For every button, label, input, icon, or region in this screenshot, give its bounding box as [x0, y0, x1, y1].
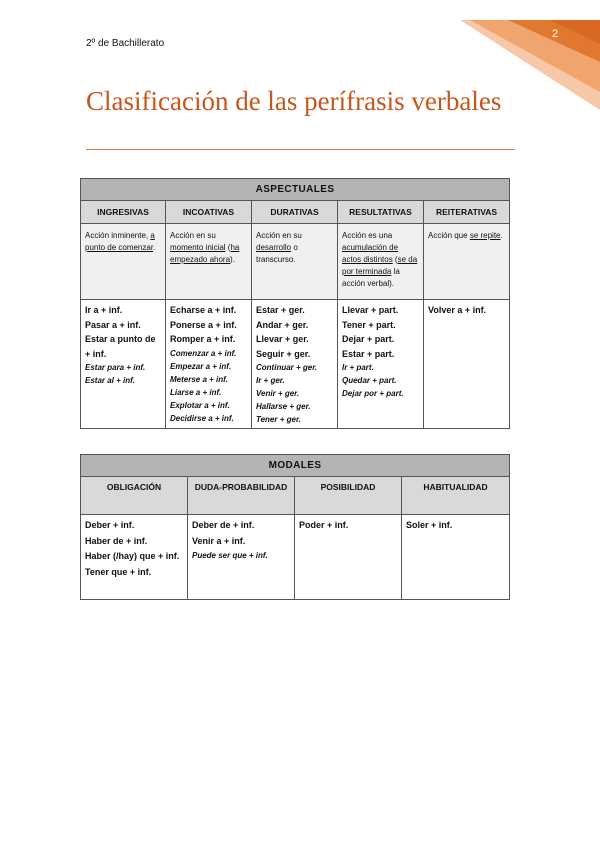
- example-periphrasis: Haber de + inf.: [85, 535, 148, 546]
- category-ingresivas: INGRESIVAS: [81, 201, 166, 224]
- example-periphrasis: Dejar + part.: [342, 334, 395, 344]
- example-periphrasis: Estar + part.: [342, 348, 395, 359]
- example-periphrasis: Liarse a + inf.: [170, 387, 222, 397]
- category-duda-probabilidad: DUDA-PROBABILIDAD: [188, 477, 295, 515]
- definition-durativas: [252, 224, 338, 300]
- example-periphrasis: Venir + ger.: [256, 389, 300, 398]
- examples-durativas: [252, 300, 338, 429]
- definition-key-phrase: se da por terminada: [342, 255, 418, 276]
- example-periphrasis: Pasar a + inf.: [85, 319, 141, 330]
- example-periphrasis: Llevar + part.: [342, 305, 399, 315]
- example-periphrasis: Decidirse a + inf.: [170, 413, 234, 423]
- example-periphrasis: Volver a + inf.: [428, 305, 487, 315]
- category-incoativas: INCOATIVAS: [166, 201, 252, 224]
- example-periphrasis: Seguir + ger.: [256, 348, 311, 359]
- examples-habitualidad: [402, 515, 510, 600]
- example-periphrasis: Haber (/hay) que + inf.: [85, 551, 180, 561]
- examples-reiterativas: [424, 300, 510, 429]
- definition-text: Acción en su: [170, 231, 216, 240]
- example-periphrasis: Explotar a + inf.: [170, 400, 230, 410]
- page-title: Clasificación de las perífrasis verbales: [86, 86, 502, 116]
- definition-key-phrase: acumulación de actos distintos: [342, 243, 399, 264]
- example-periphrasis: Soler + inf.: [406, 520, 453, 530]
- definition-text: .: [500, 231, 503, 240]
- examples-obligacion: [81, 515, 188, 600]
- aspectuales-heading: ASPECTUALES: [81, 179, 510, 201]
- example-periphrasis: Comenzar a + inf.: [170, 348, 237, 358]
- category-obligacion: OBLIGACIÓN: [81, 477, 188, 515]
- modales-table: [80, 454, 510, 600]
- page-number: 2: [552, 28, 559, 40]
- title-rule: [86, 149, 515, 150]
- example-periphrasis: Llevar + ger.: [256, 334, 309, 344]
- example-periphrasis: Echarse a + inf.: [170, 305, 237, 315]
- example-periphrasis: Ir a + inf.: [85, 305, 123, 315]
- example-periphrasis: Andar + ger.: [256, 319, 309, 330]
- definition-text: (: [225, 243, 231, 252]
- example-periphrasis: Poder + inf.: [299, 520, 349, 530]
- example-periphrasis: Tener + ger.: [256, 415, 301, 424]
- category-reiterativas: REITERATIVAS: [424, 201, 510, 224]
- category-posibilidad: POSIBILIDAD: [295, 477, 402, 515]
- definition-key-phrase: se repite: [469, 231, 501, 240]
- example-periphrasis: Deber + inf.: [85, 520, 135, 530]
- examples-posibilidad: [295, 515, 402, 600]
- example-periphrasis: Estar a punto de + inf.: [85, 334, 156, 359]
- example-periphrasis: Ir + part.: [342, 363, 374, 372]
- examples-duda-probabilidad: [188, 515, 295, 600]
- modales-heading: MODALES: [81, 455, 510, 477]
- examples-incoativas: [166, 300, 252, 429]
- example-periphrasis: Hallarse + ger.: [256, 402, 311, 411]
- category-resultativas: RESULTATIVAS: [338, 201, 424, 224]
- example-periphrasis: Ir + ger.: [256, 376, 285, 385]
- example-periphrasis: Estar + ger.: [256, 305, 305, 315]
- definition-text: ).: [230, 255, 235, 264]
- definition-reiterativas: [424, 224, 510, 300]
- example-periphrasis: Meterse a + inf.: [170, 374, 229, 384]
- example-periphrasis: Empezar a + inf.: [170, 361, 232, 371]
- example-periphrasis: Quedar + part.: [342, 376, 397, 385]
- definition-ingresivas: [81, 224, 166, 300]
- definition-key-phrase: a punto de comenzar: [85, 231, 155, 252]
- example-periphrasis: Dejar por + part.: [342, 389, 404, 398]
- example-periphrasis: Estar para + inf.: [85, 363, 146, 372]
- definition-key-phrase: ha empezado ahora: [170, 243, 240, 264]
- definition-key-phrase: momento inicial: [170, 243, 226, 252]
- course-label: 2º de Bachillerato: [86, 38, 165, 49]
- example-periphrasis: Romper a + inf.: [170, 334, 236, 344]
- definition-text: (: [392, 255, 398, 264]
- definition-incoativas: [166, 224, 252, 300]
- definition-text: Acción en su: [256, 231, 302, 240]
- definition-text: Acción inminente,: [85, 231, 151, 240]
- category-habitualidad: HABITUALIDAD: [402, 477, 510, 515]
- definition-text: o transcurso.: [256, 243, 298, 264]
- example-periphrasis: Venir a + inf.: [192, 535, 246, 546]
- category-durativas: DURATIVAS: [252, 201, 338, 224]
- aspectuales-table: [80, 178, 510, 429]
- example-periphrasis: Tener + part.: [342, 319, 396, 330]
- definition-resultativas: [338, 224, 424, 300]
- example-periphrasis: Estar al + inf.: [85, 376, 136, 385]
- example-periphrasis: Puede ser que + inf.: [192, 551, 268, 560]
- example-periphrasis: Continuar + ger.: [256, 363, 318, 372]
- definition-key-phrase: desarrollo: [256, 243, 292, 252]
- definition-text: Acción que: [428, 231, 470, 240]
- example-periphrasis: Ponerse a + inf.: [170, 319, 237, 330]
- examples-ingresivas: [81, 300, 166, 429]
- definition-text: .: [153, 243, 156, 252]
- example-periphrasis: Deber de + inf.: [192, 520, 255, 530]
- example-periphrasis: Tener que + inf.: [85, 566, 152, 577]
- definition-text: Acción es una: [342, 231, 393, 240]
- definition-text: la acción verbal).: [342, 267, 400, 288]
- examples-resultativas: [338, 300, 424, 429]
